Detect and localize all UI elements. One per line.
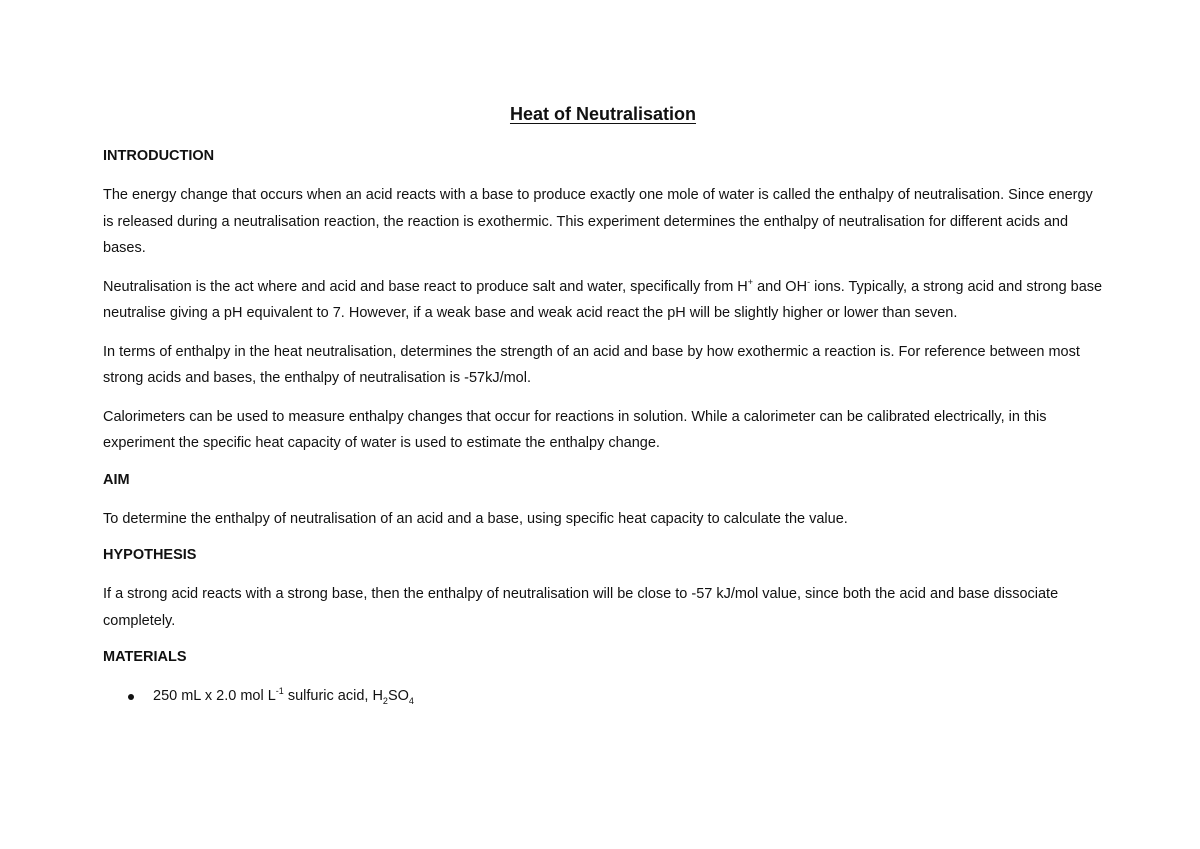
introduction-paragraph-3: In terms of enthalpy in the heat neutralisation, determines the strength of an acid and base by how exothermic a reaction is. For reference between most strong acids and bases, the enthalpy of neutralisation is -57kJ/mol. xyxy=(103,343,1080,386)
list-item xyxy=(103,683,1103,709)
material-subscript-1: 2 xyxy=(382,695,388,706)
introduction-paragraph-2 xyxy=(103,274,1103,327)
introduction-paragraph-4: Calorimeters can be used to measure enthalpy changes that occur for reactions in solution. While a calorimeter can be calibrated electrically, in this experiment the specific heat capacity of water is used to estimate the enthalpy change. xyxy=(103,408,1047,451)
introduction-paragraph-1: The energy change that occurs when an acid reacts with a base to produce exactly one mole of water is called the enthalpy of neutralisation. Since energy is released during a neutralisation reaction, the reaction is exothermic. This experiment determines the enthalpy of neutralisation for different acids and bases. xyxy=(103,187,1093,256)
p2-text-b: and OH xyxy=(753,278,808,295)
introduction-section xyxy=(103,146,1103,457)
document-title: Heat of Neutralisation xyxy=(509,104,697,124)
hydrogen-ion-charge: + xyxy=(747,276,754,287)
materials-heading: MATERIALS xyxy=(103,649,187,665)
materials-section xyxy=(103,647,1103,709)
p2-text-a: Neutralisation is the act where and acid and base react to produce salt and water, specifically from H xyxy=(103,278,748,295)
material-unit-exponent: -1 xyxy=(275,686,284,697)
material-text-a: 250 mL x 2.0 mol L xyxy=(153,688,276,704)
hypothesis-heading: HYPOTHESIS xyxy=(103,547,197,563)
materials-list xyxy=(103,683,1103,709)
p2-text-c: ions. Typically, a strong acid and strong base neutralise giving a pH equivalent to 7. However, if a weak base and weak acid react the pH will be slightly higher or lower than seven. xyxy=(103,278,1103,321)
aim-heading: AIM xyxy=(103,471,130,488)
material-subscript-2: 4 xyxy=(408,695,414,706)
hypothesis-section xyxy=(103,545,1103,634)
bullet-icon xyxy=(128,694,134,700)
material-text-b: sulfuric acid, H xyxy=(283,688,383,704)
introduction-heading: INTRODUCTION xyxy=(103,148,215,164)
material-text-c: SO xyxy=(387,688,409,704)
hydroxide-ion-charge: - xyxy=(807,276,811,287)
aim-paragraph: To determine the enthalpy of neutralisation of an acid and a base, using specific heat capacity to calculate the value. xyxy=(103,510,848,527)
document-page xyxy=(103,102,1103,709)
aim-section xyxy=(103,470,1103,533)
hypothesis-paragraph: If a strong acid reacts with a strong base, then the enthalpy of neutralisation will be close to -57 kJ/mol value, since both the acid and base dissociate completely. xyxy=(103,586,1059,629)
